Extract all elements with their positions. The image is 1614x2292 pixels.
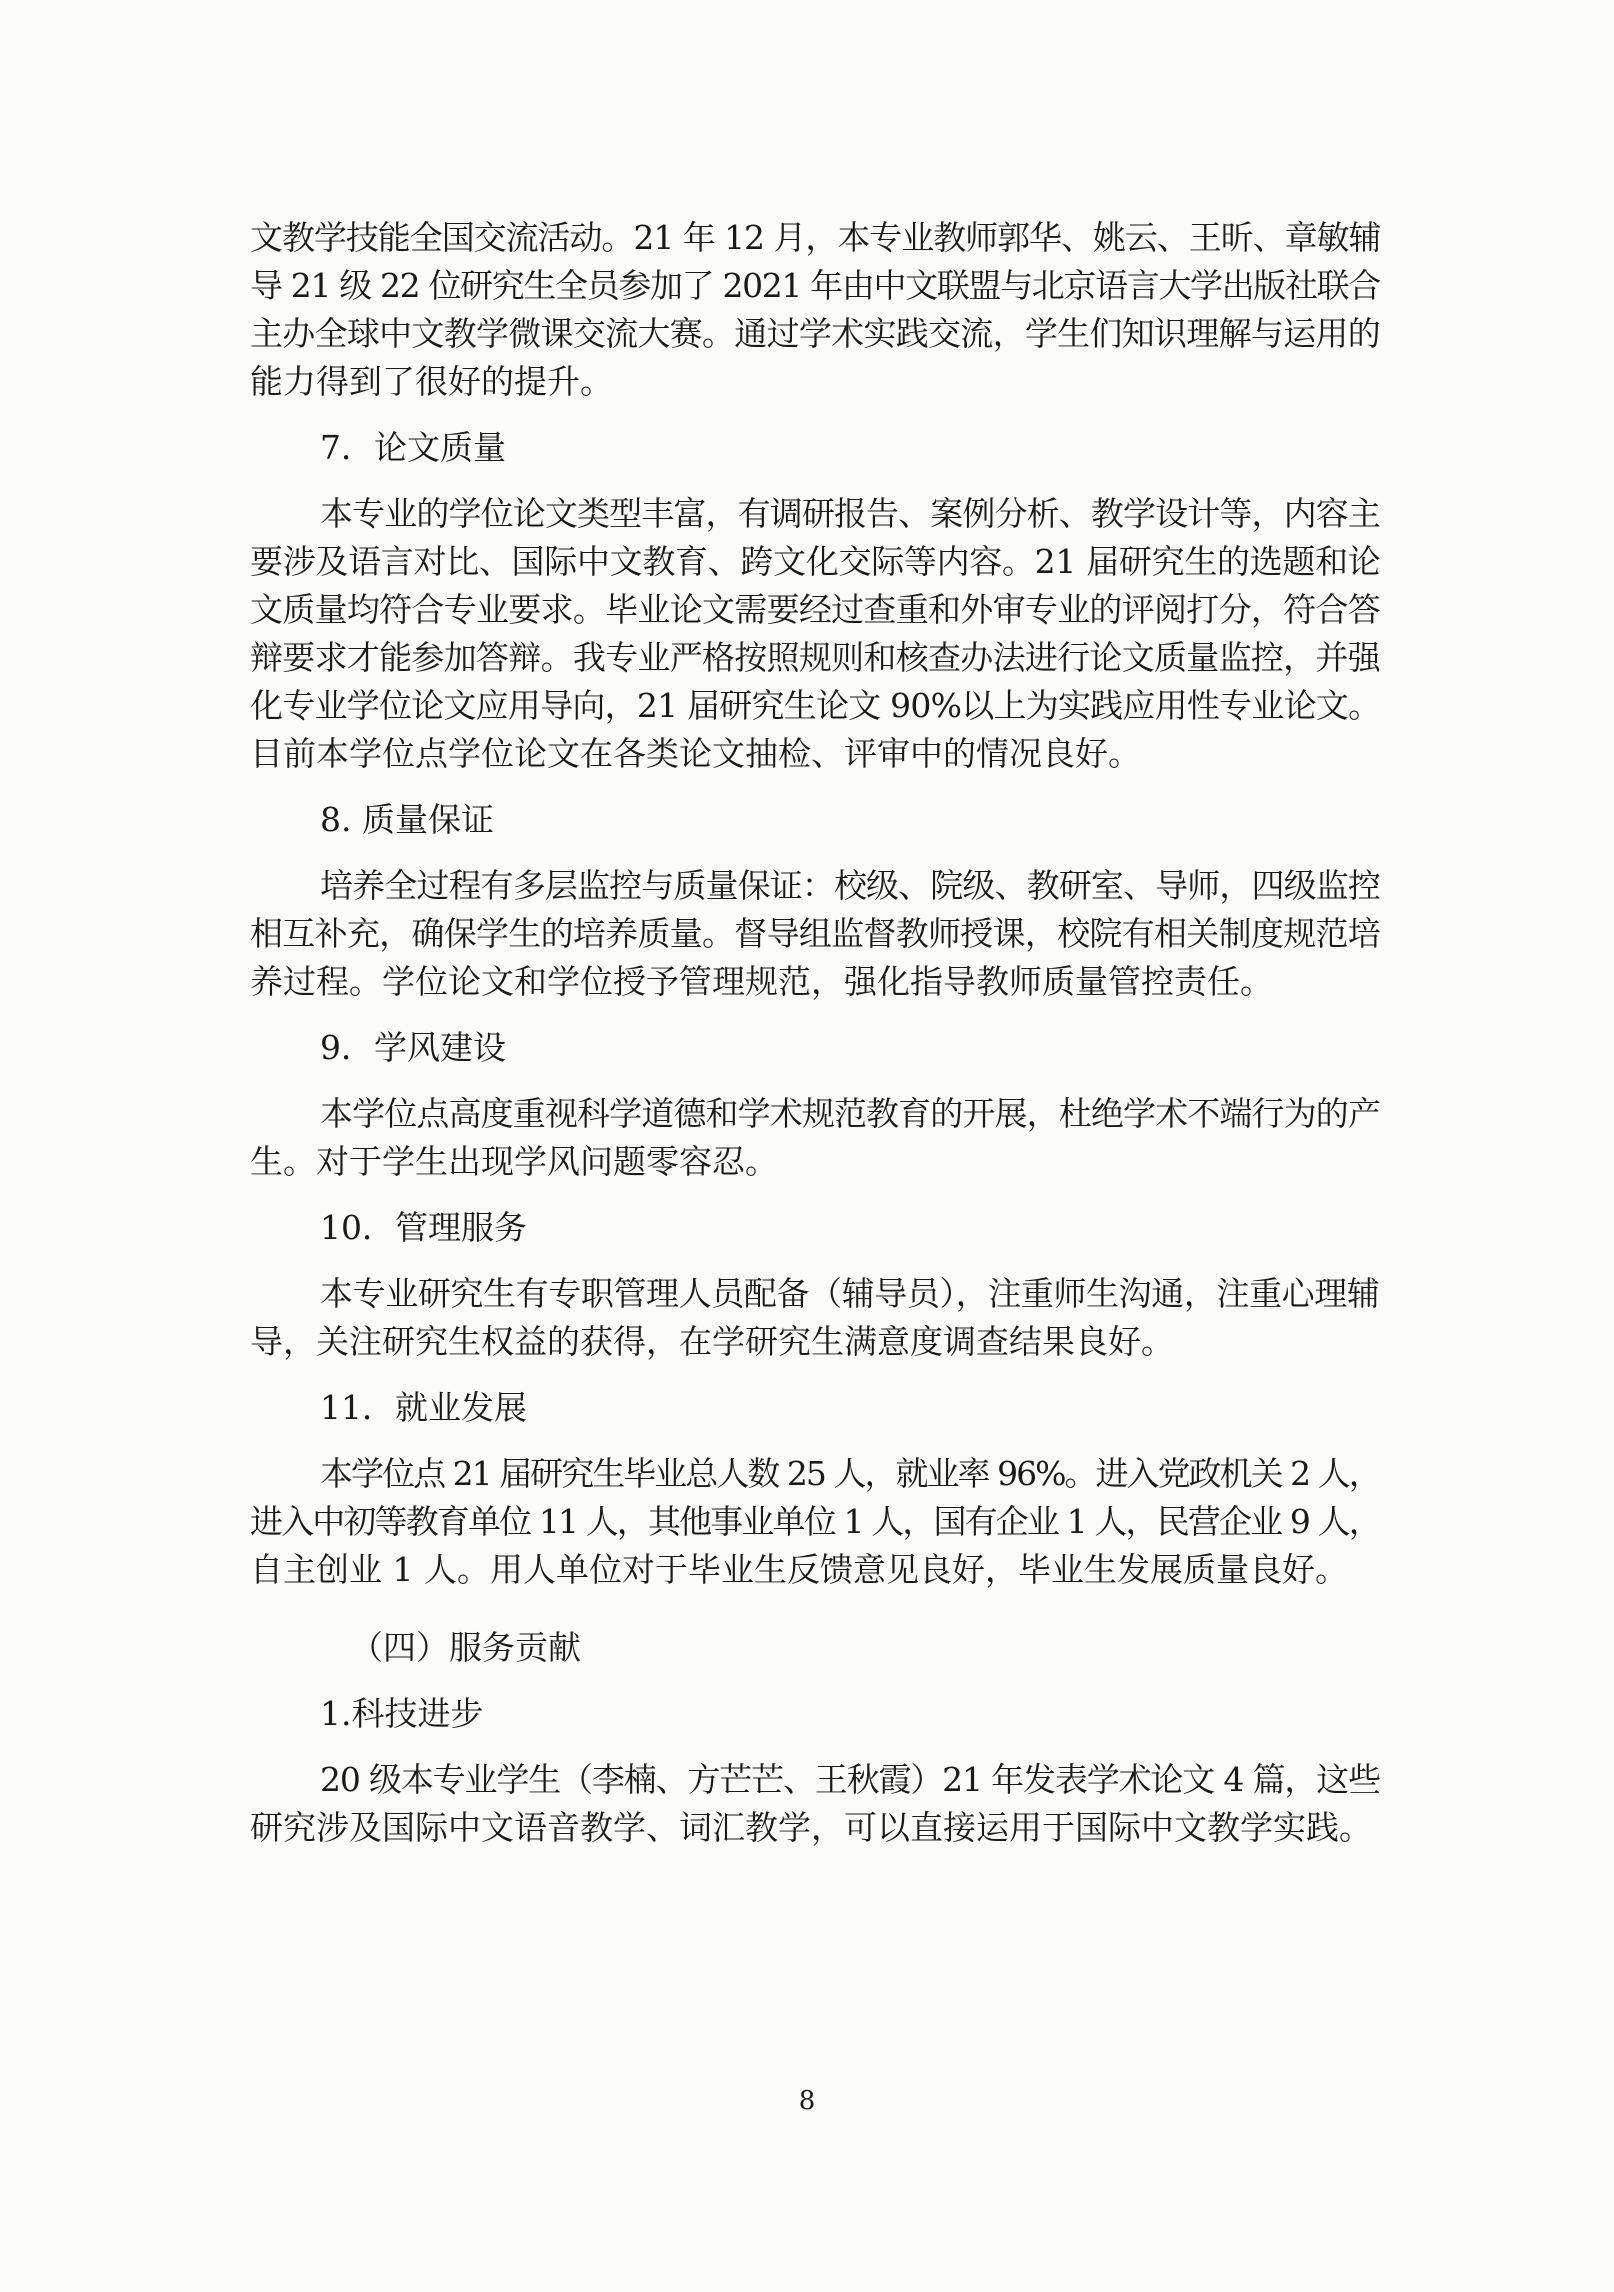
section-subheading: 7．论文质量 bbox=[320, 428, 506, 467]
paragraph-line: 能力得到了很好的提升。 bbox=[250, 362, 613, 401]
paragraph-line: 本学位点 21 届研究生毕业总人数 25 人，就业率 96%。进入党政机关 2 人， bbox=[320, 1454, 1380, 1493]
paragraph-line: 化专业学位论文应用导向，21 届研究生论文 90%以上为实践应用性专业论文。 bbox=[250, 686, 1380, 725]
paragraph bbox=[250, 1270, 1380, 1366]
paragraph-line: 文质量均符合专业要求。毕业论文需要经过查重和外审专业的评阅打分，符合答 bbox=[250, 590, 1380, 629]
paragraph-line: 培养全过程有多层监控与质量保证：校级、院级、教研室、导师，四级监控 bbox=[320, 866, 1380, 905]
section-subheading: 8. 质量保证 bbox=[320, 800, 494, 839]
paragraph bbox=[250, 1090, 1380, 1186]
paragraph-line: 本专业的学位论文类型丰富，有调研报告、案例分析、教学设计等，内容主 bbox=[320, 494, 1380, 533]
paragraph-line: 主办全球中文教学微课交流大赛。通过学术实践交流，学生们知识理解与运用的 bbox=[250, 314, 1380, 353]
document-body bbox=[250, 214, 1380, 1870]
paragraph bbox=[250, 1756, 1380, 1852]
paragraph-line: 相互补充，确保学生的培养质量。督导组监督教师授课，校院有相关制度规范培 bbox=[250, 914, 1380, 953]
paragraph-line: 本学位点高度重视科学道德和学术规范教育的开展，杜绝学术不端行为的产 bbox=[320, 1094, 1380, 1133]
paragraph-line: 20 级本专业学生（李楠、方芒芒、王秋霞）21 年发表学术论文 4 篇，这些 bbox=[320, 1760, 1380, 1799]
paragraph bbox=[250, 490, 1380, 778]
section-subheading: 11．就业发展 bbox=[320, 1388, 527, 1427]
page-number: 8 bbox=[798, 2086, 816, 2116]
section-subheading: 10．管理服务 bbox=[320, 1208, 527, 1247]
paragraph-line: 进入中初等教育单位 11 人，其他事业单位 1 人，国有企业 1 人，民营企业 9 人， bbox=[250, 1502, 1380, 1541]
paragraph-line: 自主创业 1 人。用人单位对于毕业生反馈意见良好，毕业生发展质量良好。 bbox=[250, 1550, 1348, 1589]
paragraph-line: 目前本学位点学位论文在各类论文抽检、评审中的情况良好。 bbox=[250, 734, 1141, 773]
paragraph bbox=[250, 862, 1380, 1006]
paragraph-line: 文教学技能全国交流活动。21 年 12 月，本专业教师郭华、姚云、王昕、章敏辅 bbox=[250, 218, 1380, 257]
paragraph-line: 导 21 级 22 位研究生全员参加了 2021 年由中文联盟与北京语言大学出版社联合 bbox=[250, 266, 1380, 305]
paragraph-line: 养过程。学位论文和学位授予管理规范，强化指导教师质量管控责任。 bbox=[250, 962, 1273, 1001]
section-subheading: 1.科技进步 bbox=[320, 1694, 484, 1733]
paragraph-line: 要涉及语言对比、国际中文教育、跨文化交际等内容。21 届研究生的选题和论 bbox=[250, 542, 1380, 581]
paragraph-line: 导，关注研究生权益的获得，在学研究生满意度调查结果良好。 bbox=[250, 1322, 1174, 1361]
paragraph-line: 辩要求才能参加答辩。我专业严格按照规则和核查办法进行论文质量监控，并强 bbox=[250, 638, 1380, 677]
paragraph bbox=[250, 214, 1380, 406]
section-subheading: 9．学风建设 bbox=[320, 1028, 506, 1067]
paragraph bbox=[250, 1450, 1380, 1594]
section-heading: （四）服务贡献 bbox=[350, 1628, 581, 1667]
paragraph-line: 本专业研究生有专职管理人员配备（辅导员），注重师生沟通，注重心理辅 bbox=[320, 1274, 1380, 1313]
paragraph-line: 生。对于学生出现学风问题零容忍。 bbox=[250, 1142, 778, 1181]
paragraph-line: 研究涉及国际中文语音教学、词汇教学，可以直接运用于国际中文教学实践。 bbox=[250, 1808, 1372, 1847]
